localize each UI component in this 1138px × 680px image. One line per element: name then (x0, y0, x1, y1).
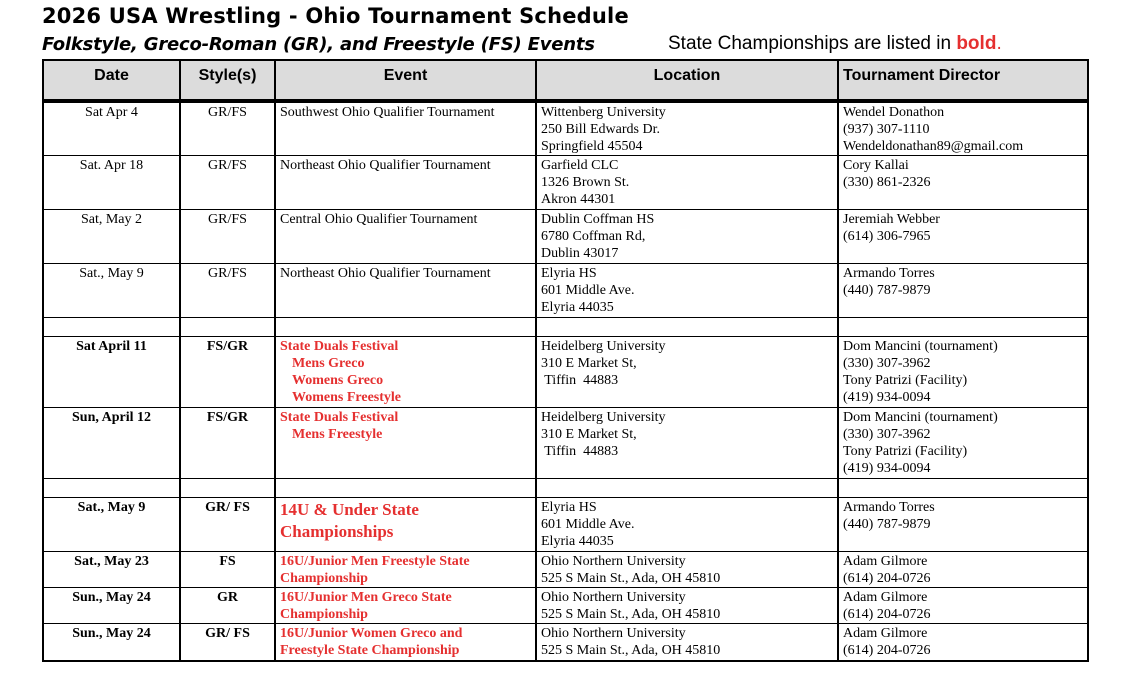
location-line: 525 S Main St., Ada, OH 45810 (541, 607, 721, 622)
location-line: Heidelberg University (541, 410, 666, 425)
cell-director (838, 156, 1088, 210)
cell-location (536, 588, 838, 624)
director-line: Cory Kallai (843, 158, 909, 173)
location-line: Elyria 44035 (541, 534, 614, 549)
director-line: Armando Torres (843, 500, 935, 515)
event-subline: Womens Greco (292, 373, 384, 388)
schedule-table (42, 59, 1089, 662)
location-line: 310 E Market St, (541, 356, 637, 371)
empty-cell (838, 318, 1088, 337)
director-line: Adam Gilmore (843, 626, 928, 641)
event-subline: Mens Freestyle (292, 427, 383, 442)
cell-date: Sun, April 12 (43, 408, 180, 479)
location-line: Springfield 45504 (541, 139, 643, 154)
location-line: Dublin 43017 (541, 246, 619, 261)
cell-date: Sun., May 24 (43, 624, 180, 661)
cell-event (275, 498, 536, 552)
column-header-location: Location (536, 60, 838, 101)
legend-note (668, 33, 1002, 55)
cell-date: Sat. Apr 18 (43, 156, 180, 210)
legend-note-suffix: . (996, 33, 1002, 54)
cell-location (536, 210, 838, 264)
cell-date: Sun., May 24 (43, 588, 180, 624)
director-line: Wendel Donathon (843, 105, 945, 120)
cell-location (536, 101, 838, 156)
cell-event (275, 337, 536, 408)
location-line: 525 S Main St., Ada, OH 45810 (541, 643, 721, 658)
location-line: Elyria HS (541, 500, 597, 515)
director-line: (614) 306-7965 (843, 229, 931, 244)
table-row (43, 264, 1088, 318)
cell-director (838, 264, 1088, 318)
director-line: (440) 787-9879 (843, 283, 931, 298)
director-line: (330) 307-3962 (843, 427, 931, 442)
location-line: Tiffin 44883 (541, 373, 619, 388)
location-line: Ohio Northern University (541, 626, 686, 641)
cell-style: GR (180, 588, 275, 624)
cell-director (838, 588, 1088, 624)
table-row (43, 156, 1088, 210)
page-title: 2026 USA Wrestling - Ohio Tournament Schedule (42, 4, 629, 28)
director-line: Armando Torres (843, 266, 935, 281)
event-line: Championship (280, 607, 368, 622)
event-line: 16U/Junior Women Greco and (280, 626, 463, 641)
director-line: Jeremiah Webber (843, 212, 940, 227)
empty-cell (275, 318, 536, 337)
location-line: 1326 Brown St. (541, 175, 630, 190)
cell-event: Northeast Ohio Qualifier Tournament (275, 156, 536, 210)
director-line: (937) 307-1110 (843, 122, 930, 137)
director-line: Adam Gilmore (843, 554, 928, 569)
director-line: (330) 307-3962 (843, 356, 931, 371)
page-subtitle: Folkstyle, Greco-Roman (GR), and Freestyle (FS) Events (42, 34, 595, 55)
director-line: (614) 204-0726 (843, 643, 931, 658)
location-line: Wittenberg University (541, 105, 666, 120)
table-row (43, 498, 1088, 552)
table-row (43, 588, 1088, 624)
cell-location (536, 408, 838, 479)
event-subline: Womens Freestyle (292, 390, 401, 405)
location-line: Ohio Northern University (541, 590, 686, 605)
director-email[interactable]: Wendeldonathan89@gmail.com (843, 139, 1024, 154)
event-line: State Duals Festival (280, 339, 399, 354)
cell-location (536, 264, 838, 318)
table-row (43, 552, 1088, 588)
director-line: (330) 861-2326 (843, 175, 931, 190)
location-line: 250 Bill Edwards Dr. (541, 122, 660, 137)
empty-cell (43, 318, 180, 337)
cell-event: Central Ohio Qualifier Tournament (275, 210, 536, 264)
cell-director (838, 101, 1088, 156)
table-row (43, 337, 1088, 408)
cell-event: Southwest Ohio Qualifier Tournament (275, 101, 536, 156)
director-line: (440) 787-9879 (843, 517, 931, 532)
cell-style: FS/GR (180, 337, 275, 408)
cell-location (536, 337, 838, 408)
table-header-row (43, 60, 1088, 101)
cell-director (838, 498, 1088, 552)
column-header-date: Date (43, 60, 180, 101)
event-line: 16U/Junior Men Freestyle State (280, 554, 470, 569)
column-header-event: Event (275, 60, 536, 101)
spacer-row (43, 479, 1088, 498)
cell-style: GR/ FS (180, 498, 275, 552)
cell-style: GR/FS (180, 156, 275, 210)
cell-date: Sat., May 9 (43, 498, 180, 552)
empty-cell (536, 318, 838, 337)
location-line: 601 Middle Ave. (541, 517, 635, 532)
location-line: Elyria 44035 (541, 300, 614, 315)
cell-date: Sat April 11 (43, 337, 180, 408)
empty-cell (43, 479, 180, 498)
table-row (43, 408, 1088, 479)
cell-director (838, 210, 1088, 264)
location-line: Garfield CLC (541, 158, 619, 173)
cell-style: GR/FS (180, 210, 275, 264)
empty-cell (838, 479, 1088, 498)
location-line: Heidelberg University (541, 339, 666, 354)
director-line: (419) 934-0094 (843, 461, 931, 476)
location-line: Elyria HS (541, 266, 597, 281)
location-line: 310 E Market St, (541, 427, 637, 442)
director-line: Dom Mancini (tournament) (843, 339, 998, 354)
event-line: Championships (280, 522, 394, 541)
location-line: Akron 44301 (541, 192, 616, 207)
director-line: Adam Gilmore (843, 590, 928, 605)
location-line: Dublin Coffman HS (541, 212, 655, 227)
cell-location (536, 498, 838, 552)
director-line: (614) 204-0726 (843, 571, 931, 586)
cell-location (536, 624, 838, 661)
cell-date: Sat., May 23 (43, 552, 180, 588)
legend-note-bold-word: bold (956, 33, 997, 54)
spacer-row (43, 318, 1088, 337)
column-header-director: Tournament Director (838, 60, 1088, 101)
empty-cell (275, 479, 536, 498)
cell-date: Sat, May 2 (43, 210, 180, 264)
director-line: (419) 934-0094 (843, 390, 931, 405)
location-line: Ohio Northern University (541, 554, 686, 569)
cell-location (536, 156, 838, 210)
cell-style: FS/GR (180, 408, 275, 479)
director-line: Tony Patrizi (Facility) (843, 444, 968, 459)
cell-director (838, 624, 1088, 661)
cell-event (275, 624, 536, 661)
cell-director (838, 408, 1088, 479)
empty-cell (536, 479, 838, 498)
location-line: Tiffin 44883 (541, 444, 619, 459)
cell-location (536, 552, 838, 588)
event-line: State Duals Festival (280, 410, 399, 425)
event-line: 16U/Junior Men Greco State (280, 590, 452, 605)
cell-event (275, 588, 536, 624)
legend-note-prefix: State Championships are listed in (668, 33, 957, 54)
empty-cell (180, 318, 275, 337)
location-line: 601 Middle Ave. (541, 283, 635, 298)
event-line: Championship (280, 571, 368, 586)
cell-event (275, 408, 536, 479)
cell-style: FS (180, 552, 275, 588)
event-line: 14U & Under State (280, 500, 419, 519)
cell-style: GR/ FS (180, 624, 275, 661)
table-row (43, 101, 1088, 156)
location-line: 6780 Coffman Rd, (541, 229, 646, 244)
empty-cell (180, 479, 275, 498)
cell-date: Sat Apr 4 (43, 101, 180, 156)
director-line: Dom Mancini (tournament) (843, 410, 998, 425)
cell-event (275, 552, 536, 588)
director-line: (614) 204-0726 (843, 607, 931, 622)
cell-style: GR/FS (180, 264, 275, 318)
table-row (43, 210, 1088, 264)
cell-event: Northeast Ohio Qualifier Tournament (275, 264, 536, 318)
director-line: Tony Patrizi (Facility) (843, 373, 968, 388)
event-line: Freestyle State Championship (280, 643, 460, 658)
table-row (43, 624, 1088, 661)
location-line: 525 S Main St., Ada, OH 45810 (541, 571, 721, 586)
cell-style: GR/FS (180, 101, 275, 156)
cell-director (838, 337, 1088, 408)
column-header-styles: Style(s) (180, 60, 275, 101)
event-subline: Mens Greco (292, 356, 365, 371)
cell-date: Sat., May 9 (43, 264, 180, 318)
cell-director (838, 552, 1088, 588)
